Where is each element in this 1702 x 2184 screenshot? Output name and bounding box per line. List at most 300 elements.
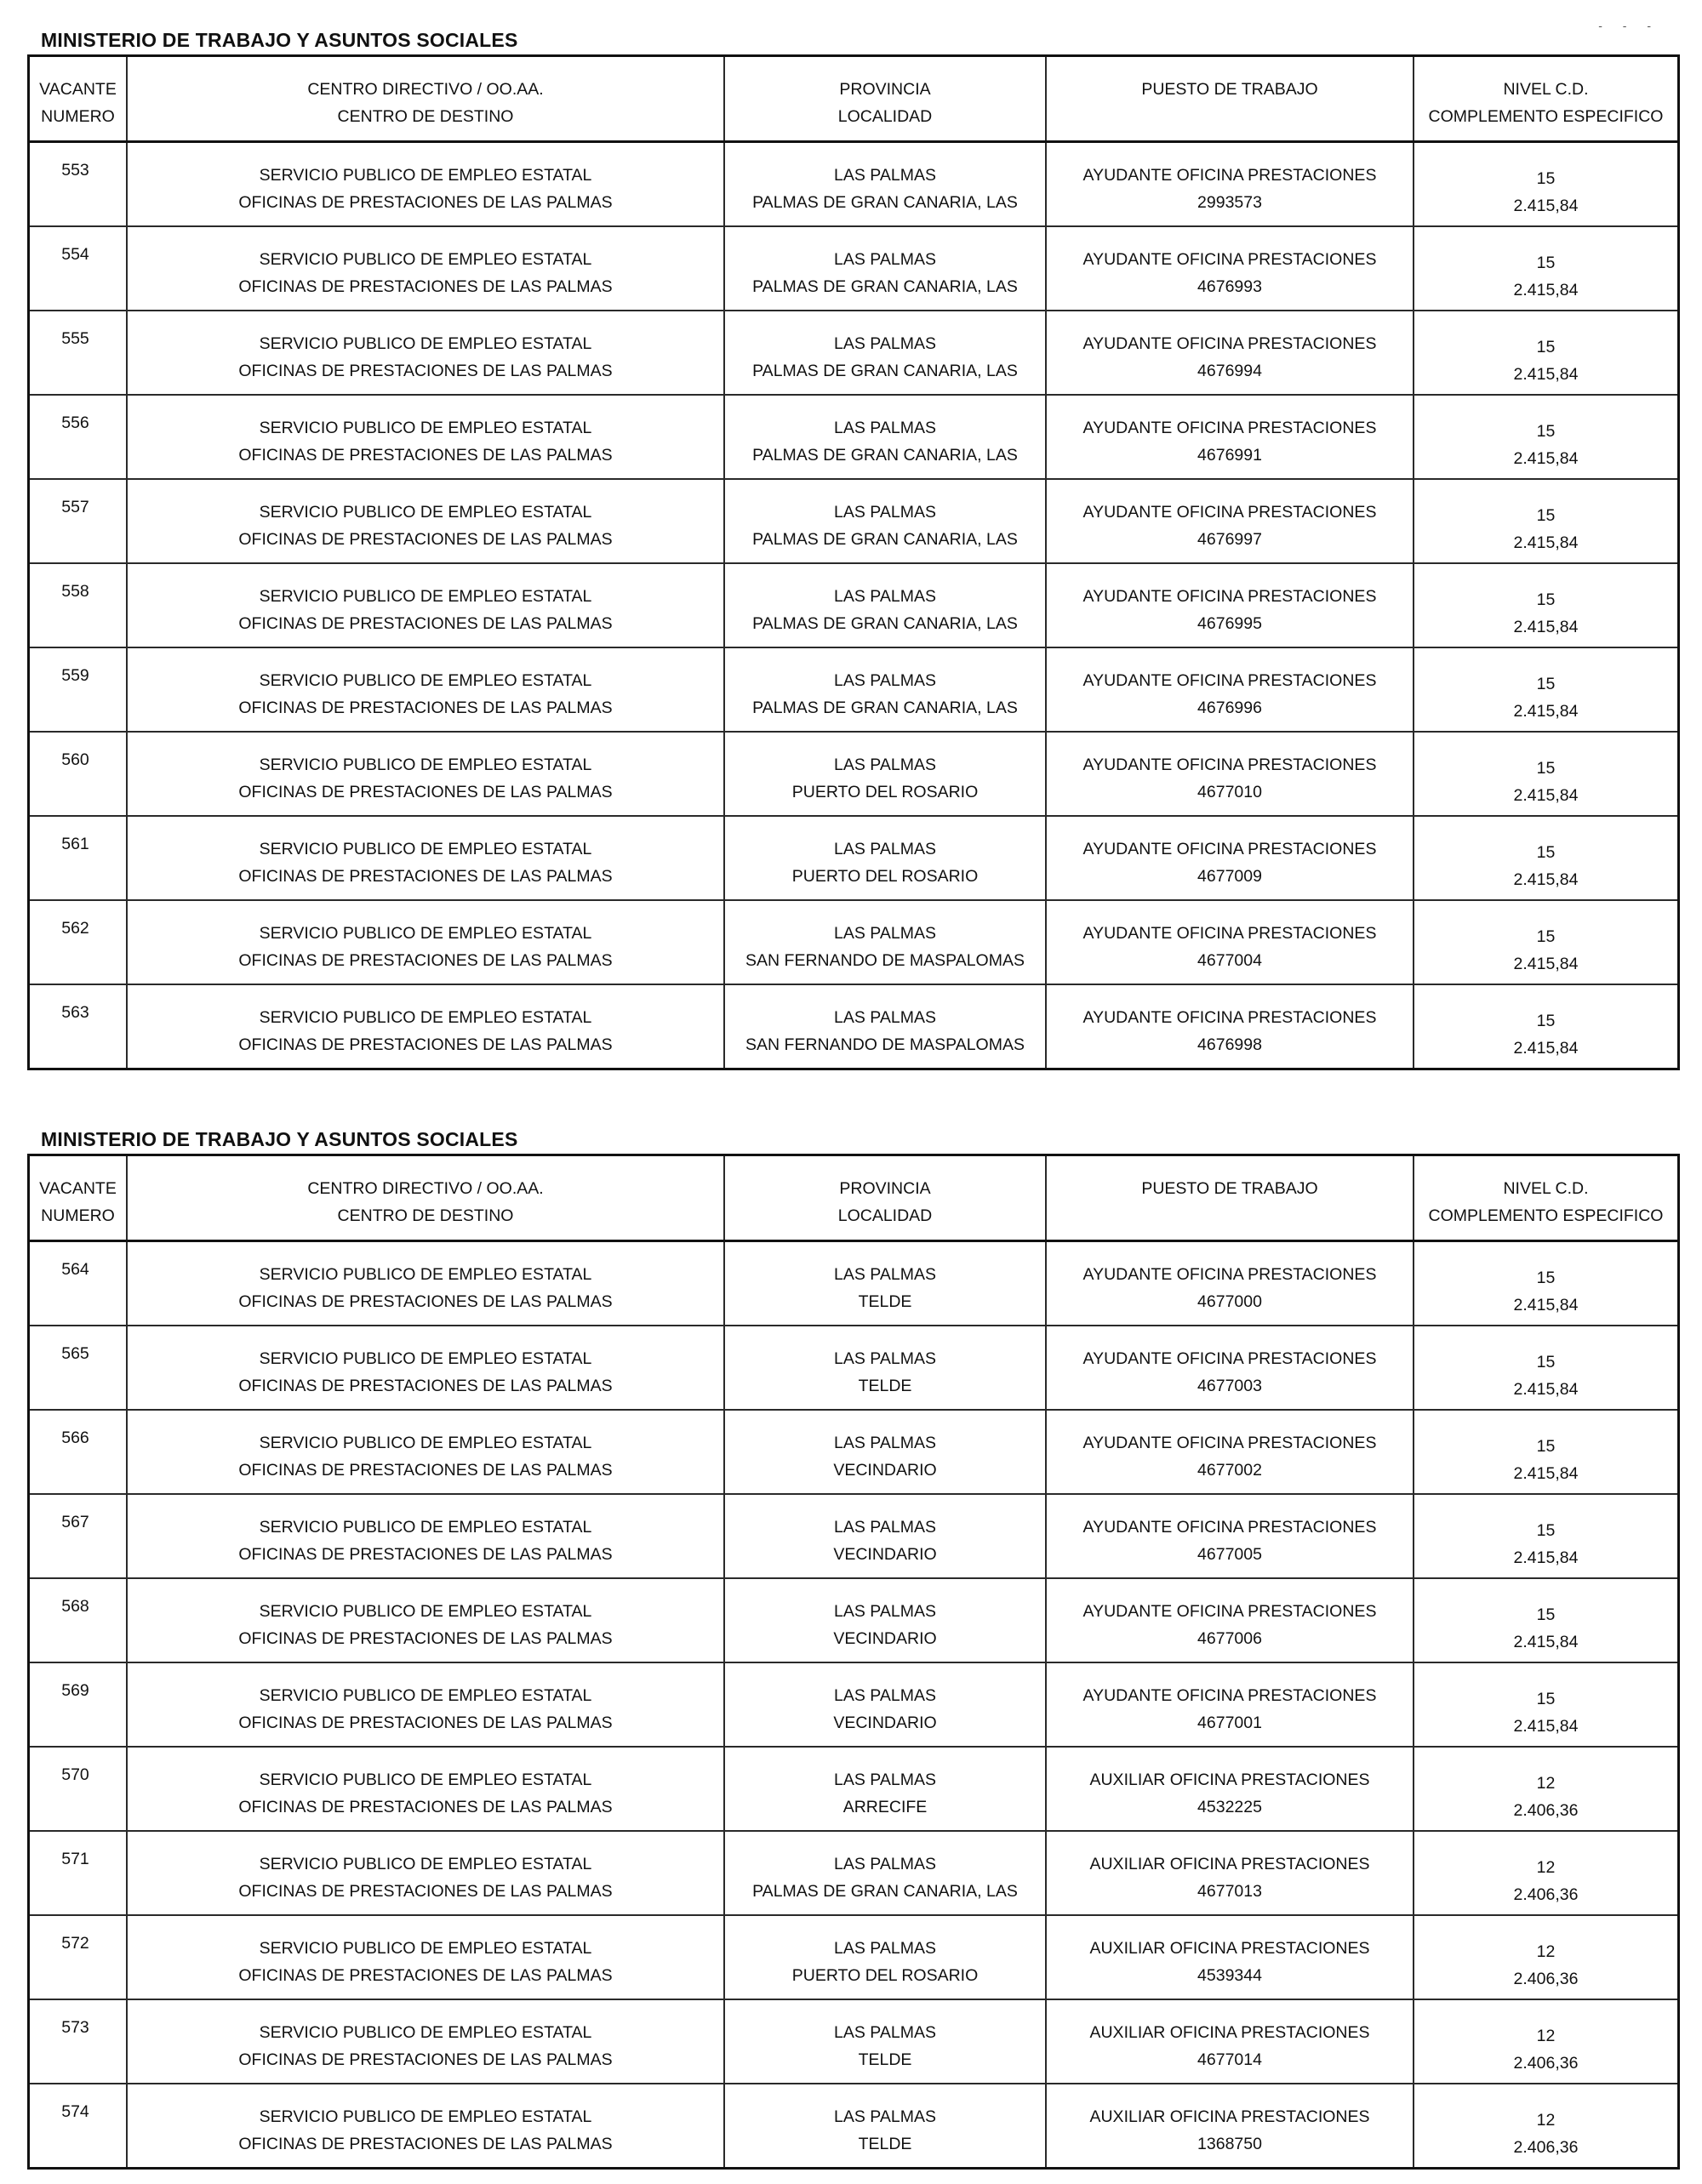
cell-centro: [128, 985, 725, 1068]
nivel-cd: 15: [1536, 590, 1556, 609]
provincia: LAS PALMAS: [834, 166, 936, 185]
puesto-trabajo: AUXILIAR OFICINA PRESTACIONES: [1089, 1771, 1370, 1789]
table-row: [30, 1242, 1677, 1326]
provincia: LAS PALMAS: [834, 2023, 936, 2042]
nivel-cd: 15: [1536, 254, 1556, 272]
puesto-trabajo: AYUDANTE OFICINA PRESTACIONES: [1082, 1008, 1377, 1027]
provincia: LAS PALMAS: [834, 1434, 936, 1452]
localidad: TELDE: [858, 2050, 912, 2069]
header-vacante: [30, 57, 128, 140]
puesto-trabajo: AYUDANTE OFICINA PRESTACIONES: [1082, 503, 1377, 522]
table-row: [30, 1748, 1677, 1832]
cell-provincia: [725, 227, 1047, 310]
nivel-cd: 12: [1536, 1858, 1556, 1877]
localidad: PALMAS DE GRAN CANARIA, LAS: [752, 277, 1018, 296]
provincia: LAS PALMAS: [834, 924, 936, 943]
centro-destino: OFICINAS DE PRESTACIONES DE LAS PALMAS: [238, 1629, 613, 1648]
vacante-numero: 560: [61, 750, 89, 769]
centro-destino: OFICINAS DE PRESTACIONES DE LAS PALMAS: [238, 951, 613, 970]
centro-directivo: SERVICIO PUBLICO DE EMPLEO ESTATAL: [259, 1939, 592, 1958]
cell-centro: [128, 396, 725, 478]
cell-nivel: [1414, 1916, 1677, 1999]
cell-nivel: [1414, 143, 1677, 225]
provincia: LAS PALMAS: [834, 1686, 936, 1705]
puesto-codigo: 4677005: [1197, 1545, 1262, 1564]
puesto-trabajo: AYUDANTE OFICINA PRESTACIONES: [1082, 419, 1377, 437]
localidad: PALMAS DE GRAN CANARIA, LAS: [752, 614, 1018, 633]
complemento-especifico: 2.406,36: [1513, 1801, 1579, 1820]
vacante-numero: 553: [61, 161, 89, 180]
complemento-especifico: 2.406,36: [1513, 1970, 1579, 1988]
cell-numero: [30, 1242, 128, 1325]
puesto-codigo: 4676993: [1197, 277, 1262, 296]
vacante-numero: 559: [61, 666, 89, 685]
centro-directivo: SERVICIO PUBLICO DE EMPLEO ESTATAL: [259, 756, 592, 774]
cell-provincia: [725, 817, 1047, 899]
centro-directivo: SERVICIO PUBLICO DE EMPLEO ESTATAL: [259, 924, 592, 943]
provincia: LAS PALMAS: [834, 250, 936, 269]
cell-puesto: [1047, 2000, 1414, 2083]
cell-numero: [30, 480, 128, 562]
header-provincia-line1: PROVINCIA: [839, 1179, 931, 1198]
nivel-cd: 15: [1536, 1690, 1556, 1708]
puesto-codigo: 2993573: [1197, 193, 1262, 212]
localidad: TELDE: [858, 1377, 912, 1395]
header-nivel-line1: NIVEL C.D.: [1503, 80, 1589, 99]
header-nivel: [1414, 57, 1677, 140]
cell-numero: [30, 1832, 128, 1914]
header-puesto-line1: PUESTO DE TRABAJO: [1141, 1179, 1318, 1198]
puesto-codigo: 4676994: [1197, 362, 1262, 380]
provincia: LAS PALMAS: [834, 587, 936, 606]
puesto-trabajo: AYUDANTE OFICINA PRESTACIONES: [1082, 756, 1377, 774]
vacante-numero: 564: [61, 1260, 89, 1279]
puesto-codigo: 4532225: [1197, 1798, 1262, 1816]
cell-numero: [30, 1663, 128, 1746]
provincia: LAS PALMAS: [834, 503, 936, 522]
centro-destino: OFICINAS DE PRESTACIONES DE LAS PALMAS: [238, 614, 613, 633]
nivel-cd: 15: [1536, 675, 1556, 693]
vacante-numero: 563: [61, 1003, 89, 1022]
cell-puesto: [1047, 1579, 1414, 1662]
puesto-trabajo: AUXILIAR OFICINA PRESTACIONES: [1089, 1939, 1370, 1958]
cell-puesto: [1047, 648, 1414, 731]
cell-nivel: [1414, 2084, 1677, 2167]
header-vacante: [30, 1156, 128, 1240]
puesto-trabajo: AYUDANTE OFICINA PRESTACIONES: [1082, 924, 1377, 943]
centro-destino: OFICINAS DE PRESTACIONES DE LAS PALMAS: [238, 783, 613, 801]
table-row: [30, 817, 1677, 901]
nivel-cd: 12: [1536, 1774, 1556, 1793]
header-vacante-line2: NUMERO: [41, 107, 115, 126]
complemento-especifico: 2.415,84: [1513, 449, 1579, 468]
cell-puesto: [1047, 901, 1414, 984]
table-row: [30, 1411, 1677, 1495]
complemento-especifico: 2.406,36: [1513, 2054, 1579, 2073]
nivel-cd: 12: [1536, 2027, 1556, 2045]
header-provincia-line2: LOCALIDAD: [837, 1206, 933, 1225]
cell-numero: [30, 817, 128, 899]
cell-puesto: [1047, 564, 1414, 647]
table-row: [30, 1832, 1677, 1916]
centro-directivo: SERVICIO PUBLICO DE EMPLEO ESTATAL: [259, 1602, 592, 1621]
cell-provincia: [725, 985, 1047, 1068]
localidad: PUERTO DEL ROSARIO: [791, 867, 979, 886]
cell-nivel: [1414, 901, 1677, 984]
localidad: PALMAS DE GRAN CANARIA, LAS: [752, 362, 1018, 380]
cell-numero: [30, 227, 128, 310]
cell-provincia: [725, 564, 1047, 647]
puesto-codigo: 4676991: [1197, 446, 1262, 465]
localidad: TELDE: [858, 2135, 912, 2153]
cell-numero: [30, 1411, 128, 1493]
complemento-especifico: 2.415,84: [1513, 702, 1579, 721]
cell-provincia: [725, 311, 1047, 394]
cell-provincia: [725, 1495, 1047, 1577]
vacante-numero: 554: [61, 245, 89, 264]
puesto-codigo: 4677010: [1197, 783, 1262, 801]
localidad: VECINDARIO: [833, 1545, 937, 1564]
nivel-cd: 15: [1536, 506, 1556, 525]
table-row: [30, 396, 1677, 480]
cell-puesto: [1047, 1663, 1414, 1746]
section-title: MINISTERIO DE TRABAJO Y ASUNTOS SOCIALES: [41, 1128, 518, 1150]
centro-destino: OFICINAS DE PRESTACIONES DE LAS PALMAS: [238, 1035, 613, 1054]
provincia: LAS PALMAS: [834, 1939, 936, 1958]
vacancy-section-1: [27, 26, 1680, 1070]
cell-centro: [128, 1579, 725, 1662]
puesto-codigo: 4676996: [1197, 699, 1262, 717]
centro-destino: OFICINAS DE PRESTACIONES DE LAS PALMAS: [238, 1882, 613, 1901]
complemento-especifico: 2.415,84: [1513, 197, 1579, 215]
cell-nivel: [1414, 564, 1677, 647]
localidad: PALMAS DE GRAN CANARIA, LAS: [752, 530, 1018, 549]
centro-destino: OFICINAS DE PRESTACIONES DE LAS PALMAS: [238, 530, 613, 549]
provincia: LAS PALMAS: [834, 840, 936, 858]
cell-nivel: [1414, 1495, 1677, 1577]
table-row: [30, 733, 1677, 817]
table-row: [30, 1495, 1677, 1579]
provincia: LAS PALMAS: [834, 419, 936, 437]
provincia: LAS PALMAS: [834, 1265, 936, 1284]
centro-directivo: SERVICIO PUBLICO DE EMPLEO ESTATAL: [259, 250, 592, 269]
header-centro: [128, 57, 725, 140]
cell-provincia: [725, 1663, 1047, 1746]
cell-puesto: [1047, 733, 1414, 815]
header-nivel-line1: NIVEL C.D.: [1503, 1179, 1589, 1198]
provincia: LAS PALMAS: [834, 1602, 936, 1621]
complemento-especifico: 2.415,84: [1513, 533, 1579, 552]
provincia: LAS PALMAS: [834, 1855, 936, 1873]
complemento-especifico: 2.415,84: [1513, 281, 1579, 299]
puesto-codigo: 1368750: [1197, 2135, 1262, 2153]
complemento-especifico: 2.406,36: [1513, 1885, 1579, 1904]
puesto-trabajo: AYUDANTE OFICINA PRESTACIONES: [1082, 334, 1377, 353]
table-row: [30, 2084, 1677, 2167]
cell-numero: [30, 396, 128, 478]
provincia: LAS PALMAS: [834, 334, 936, 353]
cell-centro: [128, 311, 725, 394]
cell-nivel: [1414, 480, 1677, 562]
centro-directivo: SERVICIO PUBLICO DE EMPLEO ESTATAL: [259, 2023, 592, 2042]
puesto-trabajo: AYUDANTE OFICINA PRESTACIONES: [1082, 1265, 1377, 1284]
localidad: PUERTO DEL ROSARIO: [791, 783, 979, 801]
puesto-trabajo: AYUDANTE OFICINA PRESTACIONES: [1082, 1602, 1377, 1621]
cell-centro: [128, 1242, 725, 1325]
cell-numero: [30, 733, 128, 815]
puesto-codigo: 4677002: [1197, 1461, 1262, 1480]
cell-numero: [30, 1326, 128, 1409]
vacante-numero: 567: [61, 1513, 89, 1531]
complemento-especifico: 2.415,84: [1513, 1039, 1579, 1058]
complemento-especifico: 2.415,84: [1513, 870, 1579, 889]
cell-provincia: [725, 901, 1047, 984]
header-provincia: [725, 1156, 1047, 1240]
table-header-row: [30, 1156, 1677, 1242]
puesto-trabajo: AYUDANTE OFICINA PRESTACIONES: [1082, 1349, 1377, 1368]
complemento-especifico: 2.415,84: [1513, 955, 1579, 973]
centro-directivo: SERVICIO PUBLICO DE EMPLEO ESTATAL: [259, 166, 592, 185]
localidad: PALMAS DE GRAN CANARIA, LAS: [752, 193, 1018, 212]
table-row: [30, 311, 1677, 396]
centro-directivo: SERVICIO PUBLICO DE EMPLEO ESTATAL: [259, 334, 592, 353]
puesto-trabajo: AYUDANTE OFICINA PRESTACIONES: [1082, 587, 1377, 606]
cell-puesto: [1047, 2084, 1414, 2167]
header-nivel-line2: COMPLEMENTO ESPECIFICO: [1428, 107, 1664, 126]
nivel-cd: 15: [1536, 1012, 1556, 1030]
nivel-cd: 15: [1536, 422, 1556, 441]
centro-directivo: SERVICIO PUBLICO DE EMPLEO ESTATAL: [259, 1008, 592, 1027]
cell-nivel: [1414, 1663, 1677, 1746]
cell-centro: [128, 1748, 725, 1830]
localidad: PALMAS DE GRAN CANARIA, LAS: [752, 699, 1018, 717]
cell-centro: [128, 1916, 725, 1999]
header-puesto-line1: PUESTO DE TRABAJO: [1141, 80, 1318, 99]
table-row: [30, 227, 1677, 311]
centro-destino: OFICINAS DE PRESTACIONES DE LAS PALMAS: [238, 1545, 613, 1564]
nivel-cd: 15: [1536, 1353, 1556, 1371]
puesto-codigo: 4677014: [1197, 2050, 1262, 2069]
vacante-numero: 569: [61, 1681, 89, 1700]
cell-centro: [128, 648, 725, 731]
header-nivel: [1414, 1156, 1677, 1240]
header-provincia: [725, 57, 1047, 140]
centro-directivo: SERVICIO PUBLICO DE EMPLEO ESTATAL: [259, 1434, 592, 1452]
nivel-cd: 15: [1536, 843, 1556, 862]
provincia: LAS PALMAS: [834, 1518, 936, 1537]
table-body: [30, 143, 1677, 1068]
complemento-especifico: 2.415,84: [1513, 1296, 1579, 1314]
nivel-cd: 15: [1536, 338, 1556, 356]
cell-numero: [30, 564, 128, 647]
table-row: [30, 1579, 1677, 1663]
puesto-trabajo: AYUDANTE OFICINA PRESTACIONES: [1082, 166, 1377, 185]
provincia: LAS PALMAS: [834, 1349, 936, 1368]
puesto-codigo: 4677013: [1197, 1882, 1262, 1901]
cell-provincia: [725, 480, 1047, 562]
scan-mark: - - -: [1598, 19, 1659, 32]
table-row: [30, 985, 1677, 1068]
cell-nivel: [1414, 1579, 1677, 1662]
complemento-especifico: 2.415,84: [1513, 365, 1579, 384]
cell-nivel: [1414, 396, 1677, 478]
centro-destino: OFICINAS DE PRESTACIONES DE LAS PALMAS: [238, 1461, 613, 1480]
header-centro: [128, 1156, 725, 1240]
cell-puesto: [1047, 1411, 1414, 1493]
header-centro-line1: CENTRO DIRECTIVO / OO.AA.: [307, 80, 544, 99]
localidad: PALMAS DE GRAN CANARIA, LAS: [752, 1882, 1018, 1901]
cell-numero: [30, 143, 128, 225]
puesto-codigo: 4677009: [1197, 867, 1262, 886]
vacante-numero: 571: [61, 1850, 89, 1868]
vacancy-table: [27, 54, 1680, 1070]
cell-centro: [128, 1663, 725, 1746]
cell-nivel: [1414, 227, 1677, 310]
puesto-codigo: 4677000: [1197, 1292, 1262, 1311]
cell-nivel: [1414, 1832, 1677, 1914]
centro-destino: OFICINAS DE PRESTACIONES DE LAS PALMAS: [238, 446, 613, 465]
nivel-cd: 15: [1536, 169, 1556, 188]
centro-directivo: SERVICIO PUBLICO DE EMPLEO ESTATAL: [259, 1518, 592, 1537]
localidad: SAN FERNANDO DE MASPALOMAS: [745, 951, 1025, 970]
cell-provincia: [725, 648, 1047, 731]
nivel-cd: 15: [1536, 927, 1556, 946]
centro-directivo: SERVICIO PUBLICO DE EMPLEO ESTATAL: [259, 1349, 592, 1368]
cell-provincia: [725, 1326, 1047, 1409]
localidad: PALMAS DE GRAN CANARIA, LAS: [752, 446, 1018, 465]
cell-numero: [30, 1916, 128, 1999]
vacante-numero: 558: [61, 582, 89, 601]
provincia: LAS PALMAS: [834, 1771, 936, 1789]
header-vacante-line1: VACANTE: [39, 1179, 117, 1198]
nivel-cd: 15: [1536, 1521, 1556, 1540]
cell-puesto: [1047, 480, 1414, 562]
cell-centro: [128, 2084, 725, 2167]
cell-numero: [30, 648, 128, 731]
vacante-numero: 574: [61, 2102, 89, 2121]
vacante-numero: 556: [61, 413, 89, 432]
table-row: [30, 1663, 1677, 1748]
puesto-codigo: 4677003: [1197, 1377, 1262, 1395]
cell-centro: [128, 1495, 725, 1577]
localidad: ARRECIFE: [842, 1798, 928, 1816]
centro-directivo: SERVICIO PUBLICO DE EMPLEO ESTATAL: [259, 1265, 592, 1284]
cell-provincia: [725, 2084, 1047, 2167]
cell-puesto: [1047, 1495, 1414, 1577]
localidad: VECINDARIO: [833, 1629, 937, 1648]
nivel-cd: 15: [1536, 759, 1556, 778]
puesto-codigo: 4676997: [1197, 530, 1262, 549]
cell-centro: [128, 480, 725, 562]
nivel-cd: 15: [1536, 1605, 1556, 1624]
cell-centro: [128, 227, 725, 310]
header-centro-line2: CENTRO DE DESTINO: [337, 1206, 514, 1225]
provincia: LAS PALMAS: [834, 756, 936, 774]
complemento-especifico: 2.415,84: [1513, 618, 1579, 636]
vacante-numero: 566: [61, 1428, 89, 1447]
centro-directivo: SERVICIO PUBLICO DE EMPLEO ESTATAL: [259, 1855, 592, 1873]
cell-puesto: [1047, 1832, 1414, 1914]
cell-numero: [30, 2084, 128, 2167]
cell-nivel: [1414, 648, 1677, 731]
centro-directivo: SERVICIO PUBLICO DE EMPLEO ESTATAL: [259, 587, 592, 606]
centro-directivo: SERVICIO PUBLICO DE EMPLEO ESTATAL: [259, 671, 592, 690]
cell-numero: [30, 2000, 128, 2083]
cell-provincia: [725, 1832, 1047, 1914]
centro-directivo: SERVICIO PUBLICO DE EMPLEO ESTATAL: [259, 1686, 592, 1705]
nivel-cd: 15: [1536, 1269, 1556, 1287]
centro-destino: OFICINAS DE PRESTACIONES DE LAS PALMAS: [238, 1714, 613, 1732]
cell-nivel: [1414, 817, 1677, 899]
cell-puesto: [1047, 1748, 1414, 1830]
puesto-trabajo: AYUDANTE OFICINA PRESTACIONES: [1082, 840, 1377, 858]
centro-destino: OFICINAS DE PRESTACIONES DE LAS PALMAS: [238, 1798, 613, 1816]
puesto-trabajo: AYUDANTE OFICINA PRESTACIONES: [1082, 671, 1377, 690]
complemento-especifico: 2.415,84: [1513, 1717, 1579, 1736]
provincia: LAS PALMAS: [834, 1008, 936, 1027]
cell-puesto: [1047, 1326, 1414, 1409]
vacante-numero: 555: [61, 329, 89, 348]
vacante-numero: 570: [61, 1765, 89, 1784]
centro-destino: OFICINAS DE PRESTACIONES DE LAS PALMAS: [238, 1292, 613, 1311]
cell-nivel: [1414, 1326, 1677, 1409]
cell-provincia: [725, 1411, 1047, 1493]
complemento-especifico: 2.415,84: [1513, 1380, 1579, 1399]
cell-centro: [128, 1411, 725, 1493]
cell-provincia: [725, 1242, 1047, 1325]
cell-nivel: [1414, 311, 1677, 394]
vacante-numero: 562: [61, 919, 89, 938]
header-provincia-line2: LOCALIDAD: [837, 107, 933, 126]
cell-numero: [30, 985, 128, 1068]
cell-centro: [128, 901, 725, 984]
nivel-cd: 15: [1536, 1437, 1556, 1456]
table-header-row: [30, 57, 1677, 143]
cell-provincia: [725, 2000, 1047, 2083]
centro-destino: OFICINAS DE PRESTACIONES DE LAS PALMAS: [238, 1966, 613, 1985]
puesto-trabajo: AYUDANTE OFICINA PRESTACIONES: [1082, 1686, 1377, 1705]
provincia: LAS PALMAS: [834, 2107, 936, 2126]
cell-centro: [128, 564, 725, 647]
puesto-trabajo: AYUDANTE OFICINA PRESTACIONES: [1082, 1434, 1377, 1452]
cell-provincia: [725, 1579, 1047, 1662]
vacante-numero: 565: [61, 1344, 89, 1363]
cell-numero: [30, 1495, 128, 1577]
puesto-codigo: 4676998: [1197, 1035, 1262, 1054]
cell-numero: [30, 311, 128, 394]
puesto-trabajo: AUXILIAR OFICINA PRESTACIONES: [1089, 2023, 1370, 2042]
vacante-numero: 573: [61, 2018, 89, 2037]
table-row: [30, 2000, 1677, 2084]
localidad: VECINDARIO: [833, 1461, 937, 1480]
puesto-trabajo: AYUDANTE OFICINA PRESTACIONES: [1082, 250, 1377, 269]
centro-directivo: SERVICIO PUBLICO DE EMPLEO ESTATAL: [259, 503, 592, 522]
cell-provincia: [725, 1748, 1047, 1830]
nivel-cd: 12: [1536, 2111, 1556, 2130]
provincia: LAS PALMAS: [834, 671, 936, 690]
vacante-numero: 557: [61, 498, 89, 516]
puesto-codigo: 4677001: [1197, 1714, 1262, 1732]
table-row: [30, 143, 1677, 227]
puesto-trabajo: AUXILIAR OFICINA PRESTACIONES: [1089, 1855, 1370, 1873]
localidad: SAN FERNANDO DE MASPALOMAS: [745, 1035, 1025, 1054]
header-centro-line2: CENTRO DE DESTINO: [337, 107, 514, 126]
header-vacante-line1: VACANTE: [39, 80, 117, 99]
table-row: [30, 1916, 1677, 2000]
cell-puesto: [1047, 227, 1414, 310]
localidad: TELDE: [858, 1292, 912, 1311]
puesto-codigo: 4677004: [1197, 951, 1262, 970]
